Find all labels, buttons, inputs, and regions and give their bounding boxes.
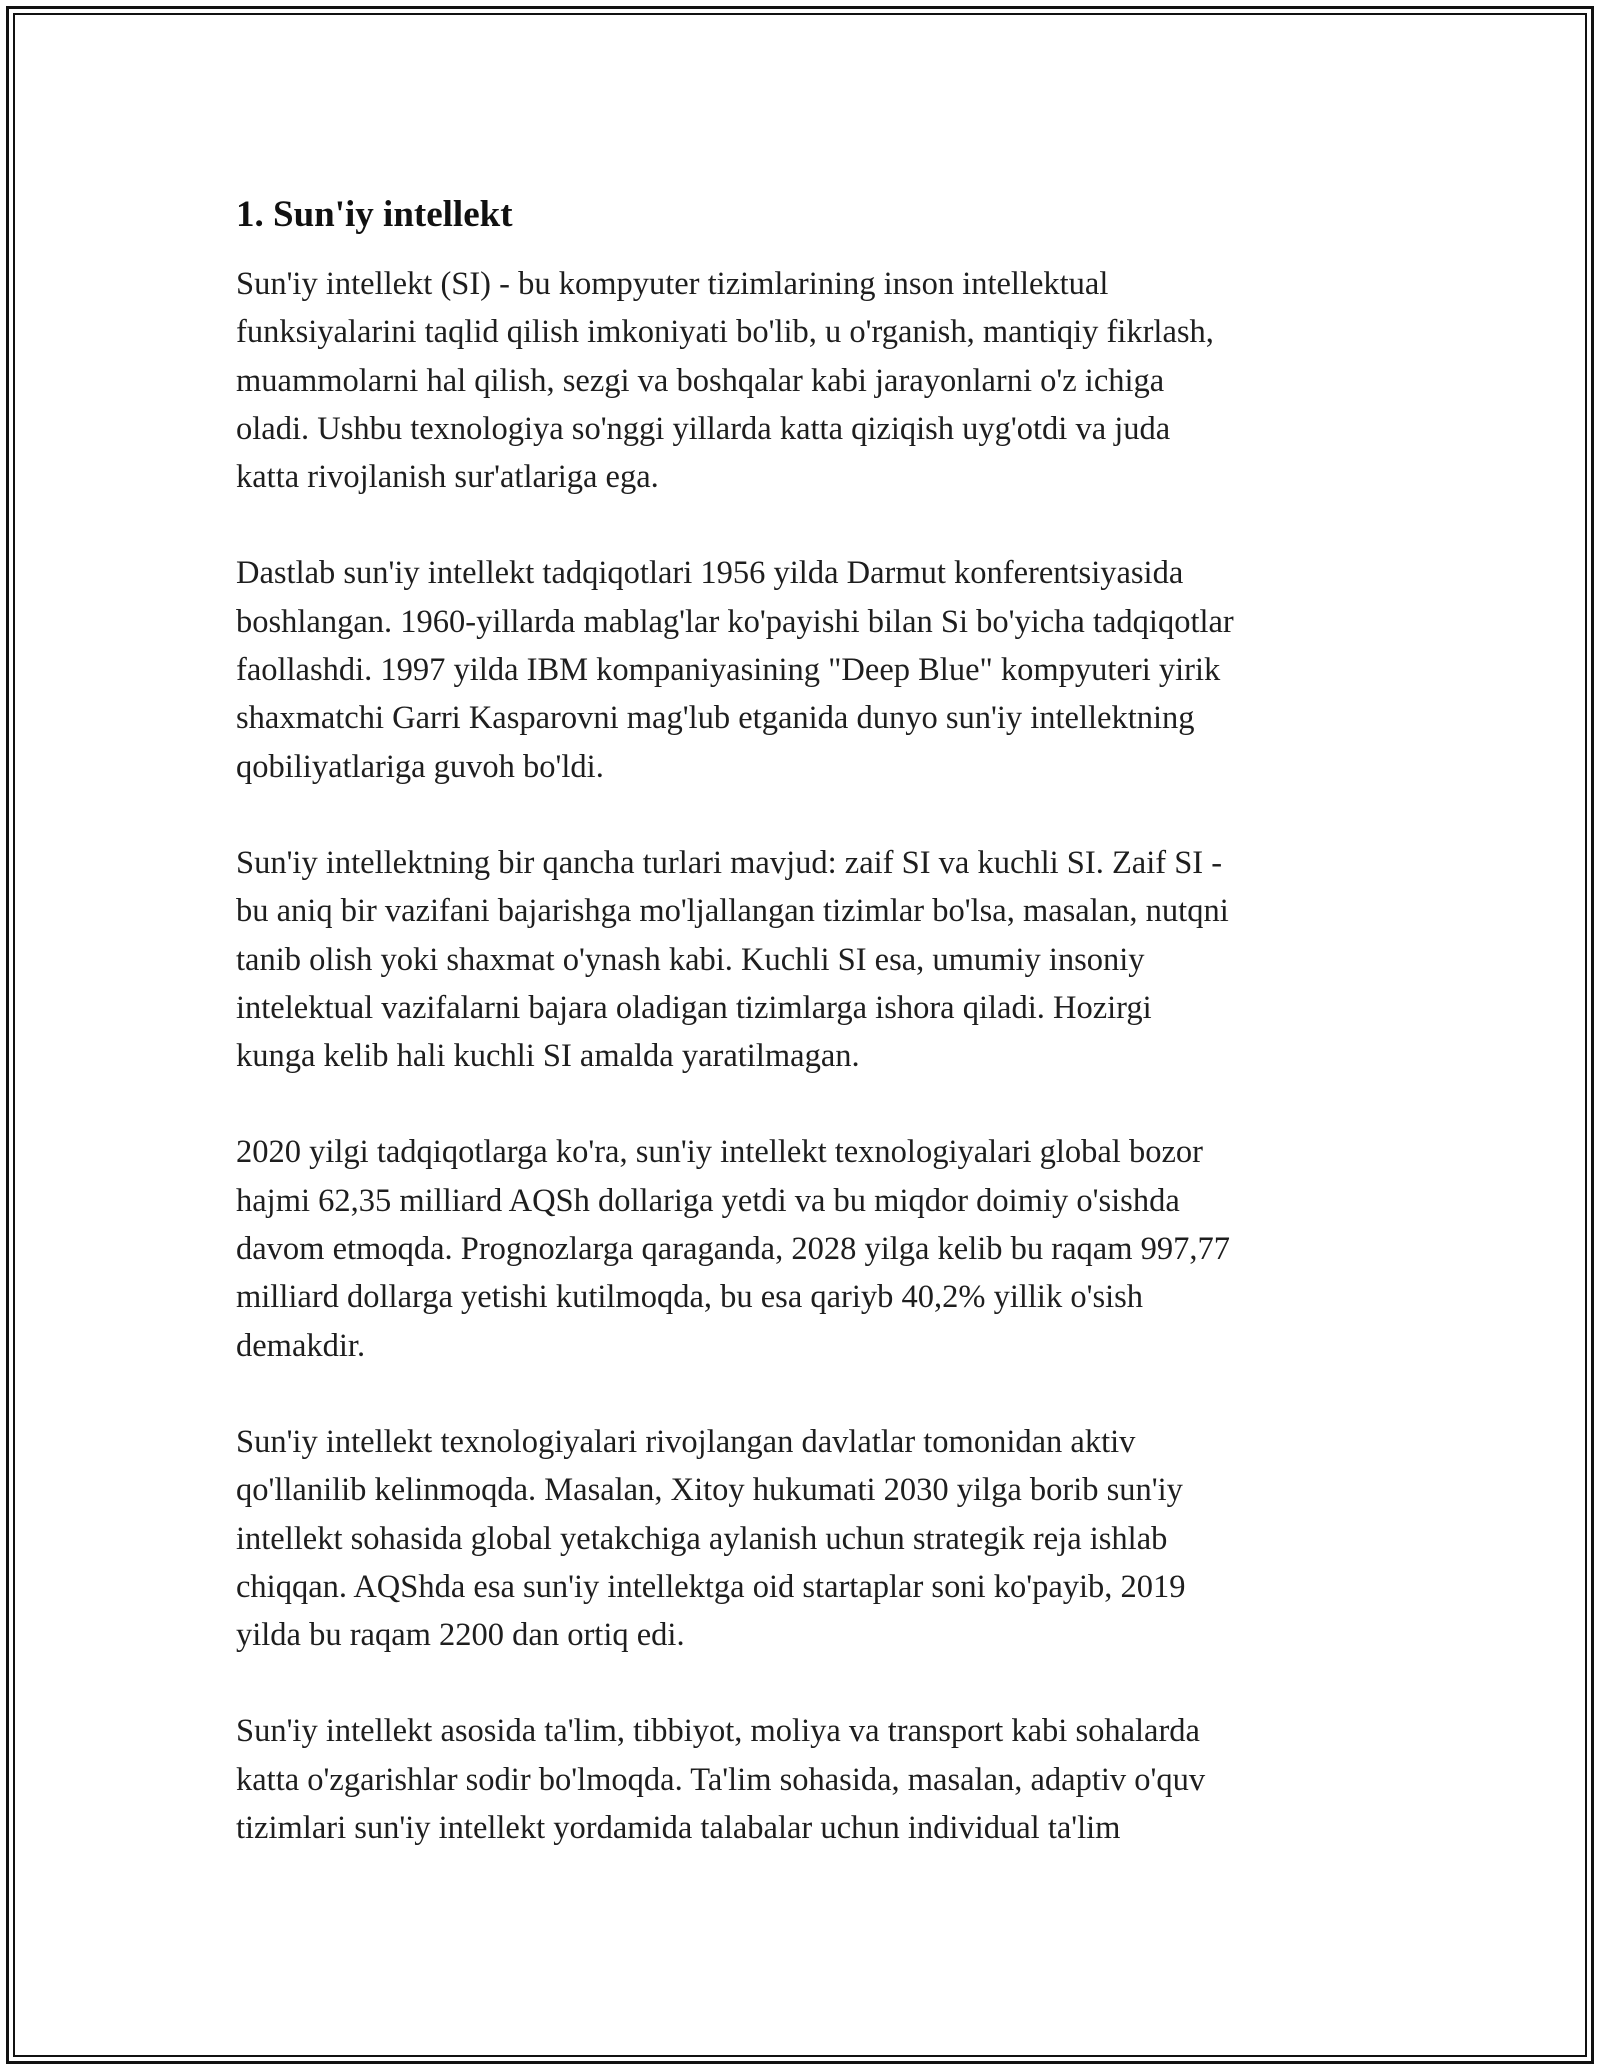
text-line: katta rivojlanish sur'atlariga ega. (236, 459, 659, 496)
text-line: hajmi 62,35 milliard AQSh dollariga yetdi va bu miqdor doimiy o'sishda (236, 1182, 1180, 1219)
text-line: funksiyalarini taqlid qilish imkoniyati bo'lib, u o'rganish, mantiqiy fikrlash, (236, 314, 1214, 351)
text-line: shaxmatchi Garri Kasparovni mag'lub etganida dunyo sun'iy intellektning (236, 700, 1195, 737)
text-line: oladi. Ushbu texnologiya so'nggi yillarda katta qiziqish uyg'otdi va juda (236, 410, 1171, 447)
text-line: Sun'iy intellektning bir qancha turlari mavjud: zaif SI va kuchli SI. Zaif SI - (236, 844, 1223, 881)
paragraph-3 (236, 839, 1386, 1080)
paragraph-6 (236, 1707, 1386, 1852)
paragraph-4 (236, 1128, 1386, 1369)
text-line: katta o'zgarishlar sodir bo'lmoqda. Ta'lim sohasida, masalan, adaptiv o'quv (236, 1761, 1206, 1798)
text-line: Sun'iy intellekt (SI) - bu kompyuter tizimlarining inson intellektual (236, 266, 1109, 302)
text-line: yilda bu raqam 2200 dan ortiq edi. (236, 1617, 685, 1654)
text-line: chiqqan. AQShda esa sun'iy intellektga oid startaplar soni ko'payib, 2019 (236, 1568, 1186, 1605)
text-line: tanib olish yoki shaxmat o'ynash kabi. Kuchli SI esa, umumiy insoniy (236, 941, 1145, 978)
paragraph-5 (236, 1418, 1386, 1659)
paragraph-2 (236, 549, 1386, 790)
text-line: demakdir. (236, 1327, 366, 1364)
text-line: Sun'iy intellekt asosida ta'lim, tibbiyot, moliya va transport kabi sohalarda (236, 1713, 1200, 1750)
text-line: intelektual vazifalarni bajara oladigan tizimlarga ishora qiladi. Hozirgi (236, 989, 1152, 1026)
paragraph-1 (236, 260, 1386, 501)
text-line: bu aniq bir vazifani bajarishga mo'ljallangan tizimlar bo'lsa, masalan, nutqni (236, 893, 1229, 930)
text-line: qo'llanilib kelinmoqda. Masalan, Xitoy hukumati 2030 yilga borib sun'iy (236, 1472, 1183, 1509)
text-line: davom etmoqda. Prognozlarga qaraganda, 2028 yilga kelib bu raqam 997,77 (236, 1231, 1230, 1268)
text-line: 2020 yilgi tadqiqotlarga ko'ra, sun'iy intellekt texnologiyalari global bozor (236, 1134, 1203, 1171)
section-title: 1. Sun'iy intellekt (236, 194, 513, 235)
text-line: qobiliyatlariga guvoh bo'ldi. (236, 748, 604, 785)
text-line: tizimlari sun'iy intellekt yordamida talabalar uchun individual ta'lim (236, 1810, 1121, 1847)
document-body (236, 190, 1386, 1852)
text-line: Dastlab sun'iy intellekt tadqiqotlari 1956 yilda Darmut konferentsiyasida (236, 555, 1184, 592)
text-line: milliard dollarga yetishi kutilmoqda, bu esa qariyb 40,2% yillik o'sish (236, 1279, 1144, 1316)
text-line: intellekt sohasida global yetakchiga aylanish uchun strategik reja ishlab (236, 1520, 1168, 1557)
text-line: kunga kelib hali kuchli SI amalda yaratilmagan. (236, 1038, 860, 1075)
text-line: boshlangan. 1960-yillarda mablag'lar ko'payishi bilan Si bo'yicha tadqiqotlar (236, 603, 1234, 640)
text-line: Sun'iy intellekt texnologiyalari rivojlangan davlatlar tomonidan aktiv (236, 1423, 1136, 1460)
text-line: faollashdi. 1997 yilda IBM kompaniyasining "Deep Blue" kompyuteri yirik (236, 652, 1221, 689)
text-line: muammolarni hal qilish, sezgi va boshqalar kabi jarayonlarni o'z ichiga (236, 362, 1165, 399)
paragraph-list (236, 260, 1386, 1852)
